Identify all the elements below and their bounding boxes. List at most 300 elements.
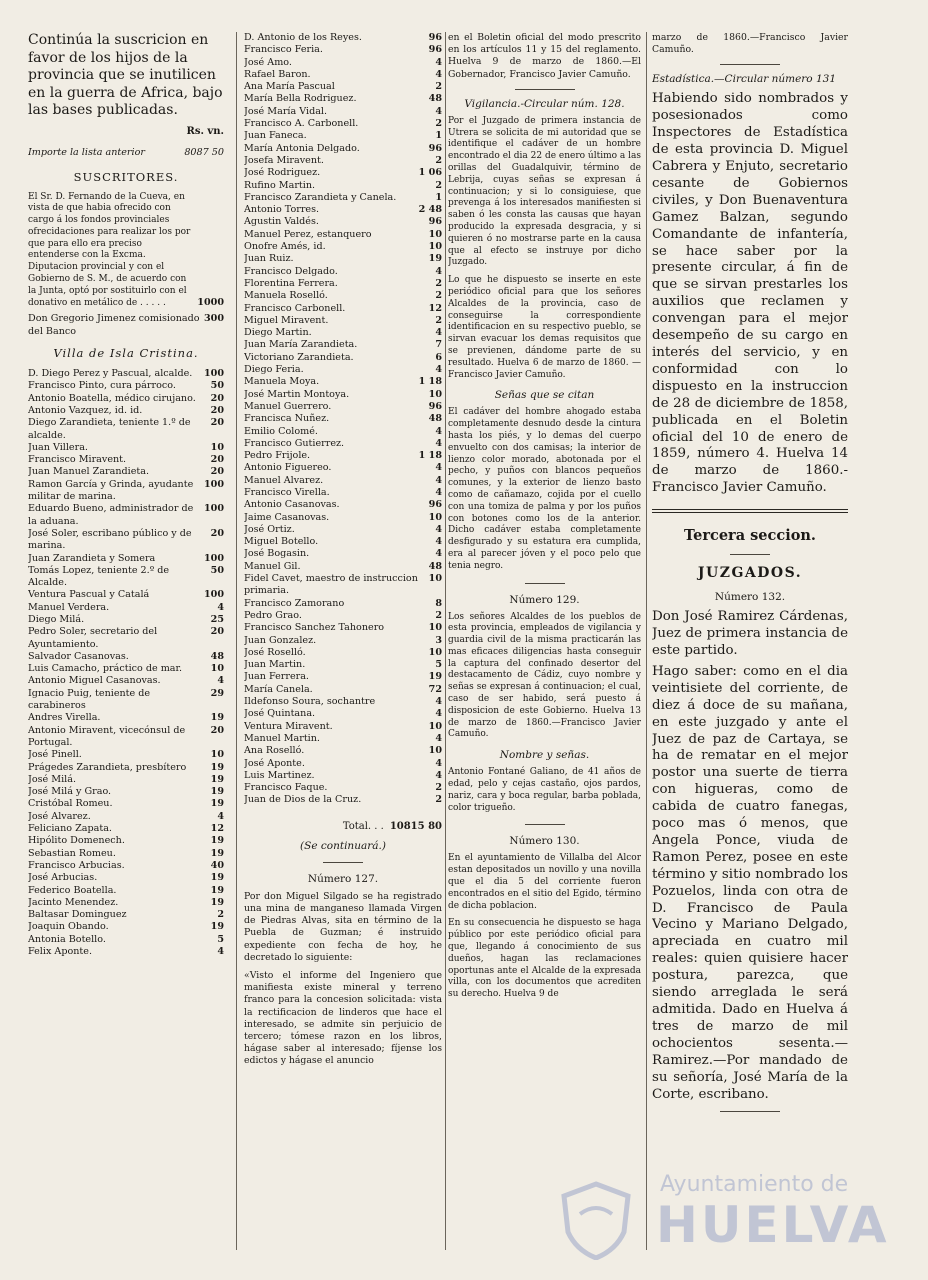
total-row [244,821,442,832]
subscriber-name: José Martin Montoya. [244,388,350,400]
subscriber-row [244,548,442,560]
subscriber-name: Manuel Martin. [244,732,320,744]
subscriber-row [244,610,442,622]
subscriber-amount: 4 [217,601,224,613]
subscriber-row [28,872,224,884]
subscriber-row [28,602,224,614]
subscriber-amount: 29 [210,687,224,699]
subscriber-row [244,32,442,44]
subscriber-amount: 4 [435,474,442,486]
subscriber-name: Ventura Pascual y Catalá [28,589,150,601]
subscriber-amount: 96 [428,32,442,43]
juez-text: Hago saber: como en el dia veintisiete del corriente, de diez á doce de su mañana, en este juzgado y ante el Juez de paz de Cartaya, se ha de rematar en el mejor postor una suerte de tierra con higueras, como de cabida de cuatro fanegas, poco mas ó menos, que Angela Ponce, viuda de Ramon Perez, posee en este término y sitio nombrado los Pozuelos, linda con otra de D. Francisco de Paula Vecino y Mariano Delgado, apreciada en cuatro mil reales: quien quisiere hacer postura, parezca, que siendo arreglada le será admitida. Dado en Huelva á tres de marzo de mil ochocientos sesenta.—Ramirez.—Por mandado de su señoría, José María de la Corte, escribano. [652,663,848,1102]
subscriber-amount: 4 [435,425,442,437]
subscriber-list [28,368,224,958]
subscriber-amount: 4 [435,56,442,68]
subscriber-amount: 20 [210,454,224,466]
subscriber-row [244,167,442,179]
subscriber-amount: 10 [428,228,442,240]
subscriber-list [244,32,442,807]
subscriber-name: José Bogasin. [244,548,310,560]
subscriber-row [28,835,224,847]
subscriber-name: Juan María Zarandieta. [244,339,358,351]
subscriber-name: Federico Boatella. [28,884,117,896]
subscriber-amount: 10 [210,663,224,675]
subscriber-row [28,946,224,958]
subscriber-name: José Arbucias. [28,872,98,884]
subscriber-amount: 19 [210,712,224,724]
subscriber-amount: 19 [210,798,224,810]
subscriber-amount: 48 [428,560,442,572]
subscriber-name: María Antonia Delgado. [244,142,360,154]
subscriber-amount: 2 [435,179,442,191]
subscriber-amount: 20 [210,392,224,404]
villa-title: Villa de Isla Cristina. [53,346,199,361]
subscriber-name: Manuela Moya. [244,376,320,388]
subscriber-amount: 1 18 [418,376,442,388]
subscriber-row [244,635,442,647]
subscriber-row [28,675,224,687]
gregorio-entry [28,313,224,338]
subscriber-name: José Alvarez. [28,810,91,822]
subscriber-name: Pedro Frijole. [244,450,311,462]
subscriber-row [244,499,442,511]
subscriber-amount: 4 [435,327,442,339]
subscriber-row [244,684,442,696]
subscriber-amount: 1 [435,130,442,142]
subscriber-name: Antonio Vazquez, id. id. [28,404,143,416]
subscriber-amount: 4 [217,946,224,958]
subscriber-row [244,352,442,364]
subscriber-amount: 96 [428,400,442,412]
subscriber-row [244,327,442,339]
subscriber-name: María Canela. [244,683,313,695]
subscriber-row [244,573,442,598]
total-label: Total. . . [342,820,384,832]
subscriber-name: Antonio Boatella, médico cirujano. [28,392,196,404]
subscriber-row [28,479,224,504]
subscriber-name: Ignacio Puig, teniente de carabineros [28,687,151,712]
subscriber-name: Antonio Casanovas. [244,499,340,511]
watermark-line1: Ayuntamiento de [660,1172,849,1197]
subscriber-name: Antonio Torres. [244,204,320,216]
subscriber-name: Fidel Cavet, maestro de instruccion primaria. [244,573,418,597]
subscriber-row [244,130,442,142]
subscriber-row [28,798,224,810]
subscriber-amount: 20 [210,417,224,429]
subscriber-name: Josefa Miravent. [244,154,324,166]
section-rule [652,509,848,513]
subscriber-amount: 20 [210,527,224,539]
subscriber-row [28,921,224,933]
subscriber-amount: 4 [435,437,442,449]
subscriber-row [244,561,442,573]
subscriber-amount: 4 [217,675,224,687]
subscriber-amount: 2 48 [418,204,442,216]
suscripcion-header: Continúa la suscricion en favor de los hijos de la provincia que se inutilicen en la guerra de Africa, bajo las bases publicadas. [28,32,223,118]
subscriber-name: Francisca Nuñez. [244,413,330,425]
estadistica-text: Habiendo sido nombrados y posesionados como Inspectores de Estadística de esta provincia D. Miguel Cabrera y Enjuto, secretario cesante de Gobiernos civiles, y Don Buenaventura Gamez Balzan, segundo Comandante de infantería, se hace saber por la presente circular, á fin de que se sirvan prestarles los auxilios que reclamen y convengan para el mejor desempeño de su cargo en interés del servicio, y en conformidad con lo dispuesto en la instruccion de 28 de diciembre de 1858, publicada en el Boletin oficial del 10 de enero de 1859, número 4. Huelva 14 de marzo de 1860.-Francisco Javier Camuño. [652,91,848,496]
column-3 [448,32,641,1272]
subscriber-row [244,93,442,105]
divider [720,1111,780,1112]
subscriber-name: Francisco Virella. [244,486,330,498]
subscriber-name: Manuel Alvarez. [244,474,324,486]
subscriber-name: Diego Milá. [28,614,85,625]
subscriber-amount: 19 [210,786,224,798]
subscriber-row [244,659,442,671]
nombre-text: Antonio Fontané Galiano, de 41 años de edad, pelo y cejas castaño, ojos pardos, nariz, cara y boca regular, barba poblada, color trigueño. [448,767,641,813]
subscriber-amount: 2 [435,782,442,794]
subscriber-name: Francisco Faque. [244,782,328,794]
subscriber-amount: 3 [435,634,442,646]
subscriber-row [28,565,224,590]
subscriber-row [28,528,224,553]
subscriber-row [28,823,224,835]
subscriber-name: Salvador Casanovas. [28,650,129,662]
subscriber-amount: 100 [203,503,224,515]
subscriber-name: Felix Aponte. [28,946,93,958]
subscriber-amount: 6 [435,351,442,363]
subscriber-row [244,241,442,253]
subscriber-row [28,786,224,798]
nombre-title: Nombre y señas. [499,749,590,762]
gregorio-name: Don Gregorio Jimenez comisionado del Banco [28,313,200,337]
column-2 [244,32,442,1272]
subscriber-name: Francisco Miravent. [28,454,127,466]
subscriber-amount: 48 [210,650,224,662]
subscriber-name: Francisco Pinto, cura párroco. [28,380,176,392]
subscriber-name: Ildefonso Soura, sochantre [244,696,376,708]
subscriber-amount: 19 [210,773,224,785]
subscriber-row [244,426,442,438]
subscriber-row [28,442,224,454]
subscriber-name: Francisco Zamorano [244,597,345,609]
subscriber-name: Francisco A. Carbonell. [244,118,359,130]
currency-label: Rs. vn. [186,125,224,137]
subscriber-amount: 4 [435,536,442,548]
num130-text: En el ayuntamiento de Villalba del Alcor estan depositados un novillo y una novilla que el dia 5 del corriente fueron encontrados en el sitio del Egido, término de dicha poblacion. [448,853,641,911]
subscriber-row [244,57,442,69]
divider [525,583,565,584]
subscriber-name: Manuel Verdera. [28,601,110,613]
subscriber-name: Tomás Lopez, teniente 2.º de Alcalde. [28,564,170,589]
subscriber-amount: 2 [435,154,442,166]
subscriber-row [28,589,224,601]
subscriber-row [28,725,224,750]
subscriber-name: Francisco Delgado. [244,265,338,277]
importe-label: Importe la lista anterior [28,146,145,158]
subscriber-row [244,512,442,524]
total-value: 10815 80 [389,820,442,832]
subscriber-row [244,782,442,794]
subscriber-amount: 4 [435,696,442,708]
subscriber-amount: 19 [428,253,442,265]
subscriber-name: Juan de Dios de la Cruz. [244,794,362,806]
subscriber-name: Victoriano Zarandieta. [244,351,354,363]
subscriber-row [244,462,442,474]
subscriber-name: Manuel Gil. [244,560,301,572]
subscriber-row [28,897,224,909]
subscriber-row [28,774,224,786]
subscriber-name: Baltasar Dominguez [28,909,127,921]
subscriber-name: Ventura Miravent. [244,720,333,732]
subscriber-name: Onofre Amés, id. [244,241,326,253]
fernando-text: El Sr. D. Fernando de la Cueva, en vista de que habia ofrecido con cargo á los fondos provinciales ofrecidaciones para realizar los por que para ello era preciso entenderse con la Excma. Diputacion provincial y con el Gobierno de S. M., de acuerdo con la Junta, optó por sostituirlo con el donativo en metálico de . . . . . [28,191,191,308]
subscriber-amount: 20 [210,404,224,416]
subscriber-name: Juan Ruiz. [244,253,294,265]
subscriber-amount: 4 [435,105,442,117]
subscriber-amount: 2 [435,81,442,93]
subscriber-name: Manuel Perez, estanquero [244,228,372,240]
subscriber-row [28,651,224,663]
subscriber-amount: 10 [210,749,224,761]
subscriber-name: Florentina Ferrera. [244,277,338,289]
tercera-seccion: Tercera seccion. [684,527,816,545]
subscriber-row [244,758,442,770]
subscriber-row [244,389,442,401]
subscriber-row [244,192,442,204]
subscriber-amount: 50 [210,564,224,576]
subscriber-amount: 100 [203,368,224,380]
subscriber-amount: 19 [210,761,224,773]
subscriber-amount: 12 [428,302,442,314]
subscriber-name: José María Vidal. [244,105,328,117]
subscriber-row [244,315,442,327]
subscriber-name: Diego Zarandieta, teniente 1.º de alcalde. [28,417,191,441]
subscriber-row [28,614,224,626]
subscriber-name: Juan Faneca. [244,130,307,142]
subscriber-name: María Bella Rodriguez. [244,93,357,105]
subscriber-amount: 10 [428,511,442,523]
subscriber-name: Jacinto Menendez. [28,896,119,908]
subscriber-amount: 48 [428,93,442,105]
subscriber-name: D. Antonio de los Reyes. [244,32,362,43]
subscriber-name: Juan Zarandieta y Somera [28,552,156,564]
subscriber-name: Ana Roselló. [244,745,305,757]
subscriber-amount: 2 [435,794,442,806]
divider [323,862,363,863]
subscriber-amount: 12 [210,823,224,835]
subscriber-name: Juan Martin. [244,659,306,671]
subscriber-amount: 19 [210,847,224,859]
subscriber-amount: 2 [217,909,224,921]
subscriber-row [244,438,442,450]
subscriber-row [28,860,224,872]
subscriber-amount: 2 [435,118,442,130]
subscriber-name: José Milá y Grao. [28,786,112,798]
subscriber-amount: 5 [435,659,442,671]
subscriber-amount: 4 [435,486,442,498]
divider [720,64,780,65]
subscriber-amount: 19 [210,921,224,933]
subscriber-row [244,339,442,351]
subscriber-amount: 100 [203,589,224,601]
subscriber-name: José Soler, escribano público y de marina. [28,527,192,552]
subscriber-row [244,671,442,683]
subscriber-row [244,733,442,745]
subscriber-row [28,393,224,405]
subscriber-row [244,721,442,733]
subscriber-row [244,708,442,720]
subscriber-amount: 20 [210,466,224,478]
subscriber-amount: 4 [435,548,442,560]
subscriber-name: José Rodriguez. [244,167,321,179]
subscriber-name: Feliciano Zapata. [28,823,112,835]
numero-129: Número 129. [509,593,580,606]
subscriber-name: Pedro Grao. [244,609,302,621]
subscriber-name: Rafael Baron. [244,68,311,80]
num130-text2: En su consecuencia he dispuesto se haga público por este periódico oficial para que, llegando á conocimiento de sus dueños, hagan las reclamaciones oportunas ante el Alcalde de la expresada villa, con los documentos que acrediten su derecho. Huelva 9 de [448,918,641,1000]
subscriber-name: Antonia Botello. [28,933,106,945]
subscriber-name: José Amo. [244,56,292,68]
subscriber-name: Antonio Miravent, vicecónsul de Portugal. [28,724,186,748]
column-4 [652,32,848,1272]
subscriber-name: Sebastian Romeu. [28,847,116,859]
subscriber-row [244,216,442,228]
subscriber-row [244,118,442,130]
subscriber-name: Miguel Botello. [244,536,319,548]
subscriber-name: Hipólito Domenech. [28,835,125,847]
subscriber-amount: 2 [435,609,442,621]
subscriber-amount: 4 [435,732,442,744]
subscriber-row [28,503,224,528]
juzgados-title: JUZGADOS. [697,565,803,582]
subscriber-name: Agustin Valdés. [244,216,319,228]
vigilancia-text2: Lo que he dispuesto se inserte en este periódico oficial para que los señores Alcaldes de la provincia, caso de conseguirse la correspondiente identificacion en su respectivo pueblo, se sirvan evacuar los demas requisitos que se previenen, dándome parte de su resultado. Huelva 6 de marzo de 1860. —Francisco Javier Camuño. [448,275,641,380]
subscriber-amount: 20 [210,626,224,638]
subscriber-row [244,364,442,376]
importe-value: 8087 50 [184,146,224,158]
subscriber-amount: 4 [435,68,442,80]
subscriber-name: Andres Virella. [28,712,101,724]
subscriber-row [244,745,442,757]
subscriber-name: Diego Martin. [244,327,312,339]
subscriber-amount: 96 [428,142,442,154]
subscriber-amount: 19 [210,884,224,896]
subscriber-name: Manuela Roselló. [244,290,328,302]
subscriber-row [244,180,442,192]
subscriber-row [244,106,442,118]
subscriber-name: Prágedes Zarandieta, presbítero [28,761,187,773]
subscriber-row [28,688,224,713]
subscriber-amount: 10 [210,441,224,453]
subscriber-name: Joaquin Obando. [28,921,109,933]
subscriber-amount: 1 [435,191,442,203]
subscriber-row [244,487,442,499]
divider [525,824,565,825]
subscriber-name: Jaime Casanovas. [244,511,330,523]
subscriber-row [244,450,442,462]
subscriber-amount: 4 [435,364,442,376]
subscriber-row [28,712,224,724]
subscriber-name: Manuel Guerrero. [244,400,332,412]
subscriber-row [28,663,224,675]
subscriber-amount: 10 [428,573,442,585]
subscriber-row [244,413,442,425]
subscriber-amount: 10 [428,241,442,253]
subscriber-amount: 10 [428,745,442,757]
subscriber-name: Juan Villera. [28,441,88,453]
subscriber-row [244,278,442,290]
subscriber-name: José Ortiz. [244,523,295,535]
subscriber-row [28,885,224,897]
watermark-line2: HUELVA [656,1196,890,1254]
numero-127: Número 127. [307,872,379,885]
fernando-value: 1000 [197,297,224,309]
fernando-entry [28,192,224,310]
senas-title: Señas que se citan [494,389,595,402]
subscriber-row [244,69,442,81]
subscriber-row [244,81,442,93]
subscriber-row [28,417,224,442]
subscriber-row [244,376,442,388]
subscriber-row [244,475,442,487]
subscriber-name: Cristóbal Romeu. [28,798,113,810]
subscriber-amount: 20 [210,724,224,736]
subscriber-name: Rufino Martin. [244,179,316,191]
vigilancia-text: Por el Juzgado de primera instancia de Utrera se solicita de mi autoridad que se identifique el cadáver de un hombre encontrado el dia 22 de enero último a las orillas del Guadalquivir, término de Lebrija, cuyas señas se expresan á continuacion; y si lo consiguiese, que prevenga á los interesados manifiesten si saben ó les consta las causas que hayan producido la expresada desgracia, y si quieren ó no mostrarse parte en la causa que al efecto se instruye por dicho Juzgado. [448,115,641,268]
subscriber-amount: 4 [435,769,442,781]
subscriber-row [244,524,442,536]
subscriber-amount: 10 [428,646,442,658]
subscriber-amount: 100 [203,478,224,490]
juez-heading: Don José Ramirez Cárdenas, Juez de primera instancia de este partido. [652,609,848,658]
suscritores-title: SUSCRITORES. [73,169,179,184]
subscriber-amount: 72 [428,683,442,695]
subscriber-amount: 7 [435,339,442,351]
gregorio-value: 300 [203,313,224,325]
num129-text: Los señores Alcaldes de los pueblos de esta provincia, empleados de vigilancia y guardia civil de la misma practicarán las mas eficaces diligencias hasta conseguir la captura del confinado desertor del destacamento de Cádiz, cuyo nombre y señas se expresan á continuacion; el cual, caso de ser habido, será puesto á disposicion de este Gobierno. Huelva 13 de marzo de 1860.—Francisco Javier Camuño. [448,611,641,740]
subscriber-amount: 40 [210,859,224,871]
estadistica-title: Estadística.—Circular número 131 [652,73,837,86]
subscriber-amount: 4 [435,757,442,769]
subscriber-amount: 48 [428,413,442,425]
subscriber-name: Pedro Soler, secretario del Ayuntamiento. [28,626,158,650]
subscriber-name: José Roselló. [244,646,306,658]
column-1 [28,32,224,1272]
subscriber-row [244,303,442,315]
numero-132: Número 132. [714,591,786,604]
subscriber-row [244,794,442,806]
subscriber-row [244,696,442,708]
subscriber-name: José Pinell. [28,749,82,761]
subscriber-amount: 96 [428,44,442,56]
subscriber-amount: 10 [428,622,442,634]
subscriber-name: Juan Ferrera. [244,671,309,683]
subscriber-amount: 19 [210,896,224,908]
subscriber-amount: 2 [435,290,442,302]
subscriber-row [28,848,224,860]
column-divider [445,32,446,1250]
subscriber-row [244,204,442,216]
subscriber-amount: 4 [435,265,442,277]
column-divider [236,32,237,1250]
boletin-text: en el Boletin oficial del modo prescrito en los artículos 11 y 15 del reglamento. Huelva 9 de marzo de 1860.—El Gobernador, Francisco Javier Camuño. [448,32,641,80]
subscriber-row [28,553,224,565]
subscriber-amount: 19 [210,835,224,847]
camuno-text: marzo de 1860.—Francisco Javier Camuño. [652,32,848,56]
subscriber-row [244,155,442,167]
subscriber-row [244,622,442,634]
subscriber-row [28,368,224,380]
subscriber-amount: 4 [435,523,442,535]
continuara: (Se continuará.) [300,839,386,852]
subscriber-name: Francisco Zarandieta y Canela. [244,191,397,203]
numero-130: Número 130. [509,835,580,848]
subscriber-row [28,811,224,823]
num127-text: Por don Miguel Silgado se ha registrado una mina de manganeso llamada Virgen de Piedras Alvas, sita en término de la Puebla de Guzman; é instruido expediente con fecha de hoy, he decretado lo siguiente: [244,890,442,963]
